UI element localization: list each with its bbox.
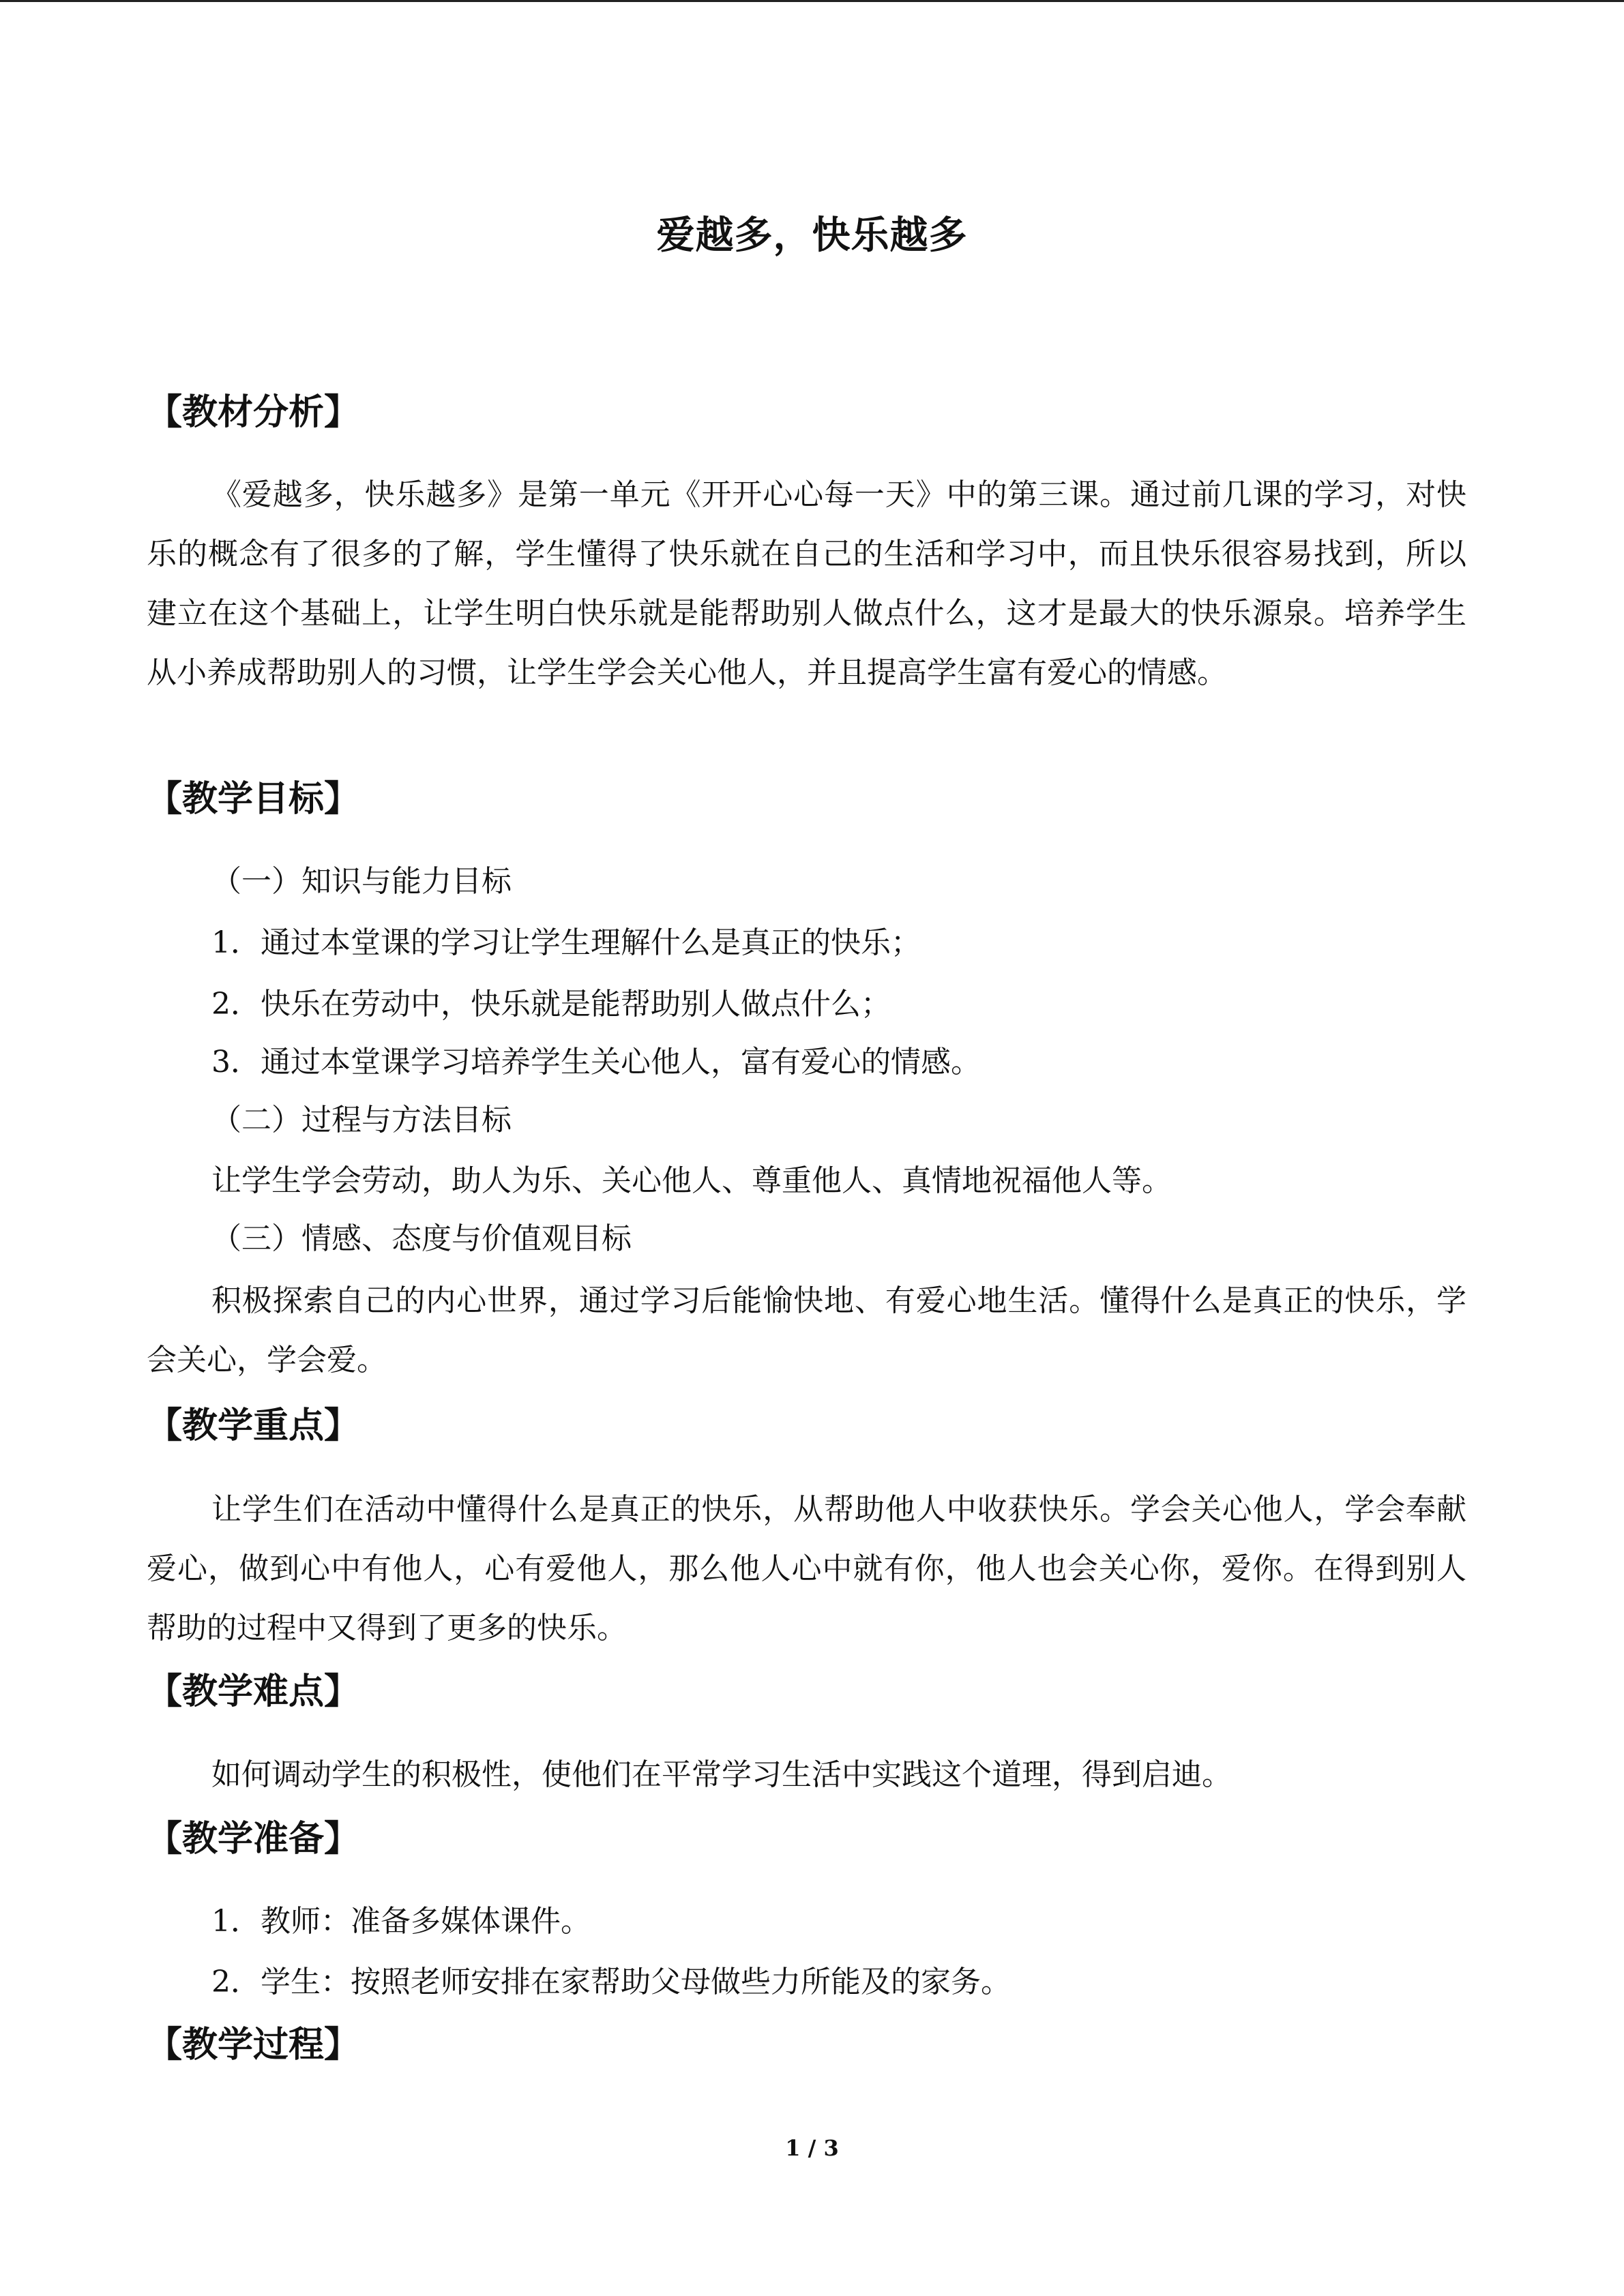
difficulties-text: 如何调动学生的积极性，使他们在平常学习生活中实践这个道理，得到启迪。: [211, 1757, 1232, 1792]
key-points-paragraph: 让学生们在活动中懂得什么是真正的快乐，从帮助他人中收获快乐。学会关心他人，学会奉献爱心，做到心中有他人，心有爱他人，那么他人心中就有你，他人也会关心你，爱你。在得到别人帮助的过程中又得到了更多的快乐。: [147, 1492, 1466, 1645]
objective-subheading-knowledge: （一）知识与能力目标: [211, 864, 512, 899]
heading-teaching-process: 【教学过程】: [147, 2024, 360, 2066]
objective-subheading-emotion: （三）情感、态度与价值观目标: [211, 1221, 632, 1256]
analysis-paragraph: 《爱越多，快乐越多》是第一单元《开开心心每一天》中的第三课。通过前几课的学习，对快乐的概念有了很多的了解，学生懂得了快乐就在自己的生活和学习中，而且快乐很容易找到，所以建立在这个基础上，让学生明白快乐就是能帮助别人做点什么，这才是最大的快乐源泉。培养学生从小养成帮助别人的习惯，让学生学会关心他人，并且提高学生富有爱心的情感。: [147, 477, 1466, 690]
page-top-border: [0, 0, 1624, 2]
objective-process-text: 让学生学会劳动，助人为乐、关心他人、尊重他人、真情地祝福他人等。: [211, 1163, 1172, 1198]
objective-item-2: 2．快乐在劳动中，快乐就是能帮助别人做点什么；: [211, 987, 891, 1022]
objective-subheading-process: （二）过程与方法目标: [211, 1103, 512, 1137]
page-number: 1 / 3: [785, 2135, 839, 2161]
objective-item-1: 1．通过本堂课的学习让学生理解什么是真正的快乐；: [211, 925, 921, 960]
heading-textbook-analysis: 【教材分析】: [147, 391, 360, 433]
heading-teaching-objectives: 【教学目标】: [147, 778, 360, 820]
preparation-item-2: 2．学生：按照老师安排在家帮助父母做些力所能及的家务。: [211, 1965, 1011, 1999]
heading-preparation: 【教学准备】: [147, 1818, 360, 1860]
objective-item-3: 3．通过本堂课学习培养学生关心他人，富有爱心的情感。: [211, 1045, 981, 1079]
heading-key-points: 【教学重点】: [147, 1405, 360, 1446]
heading-difficulties: 【教学难点】: [147, 1671, 360, 1712]
preparation-item-1: 1．教师：准备多媒体课件。: [211, 1904, 591, 1939]
document-title: 爱越多，快乐越多: [656, 213, 968, 258]
objective-emotion-text: 积极探索自己的内心世界，通过学习后能愉快地、有爱心地生活。懂得什么是真正的快乐，学会关心，学会爱。: [147, 1283, 1466, 1377]
